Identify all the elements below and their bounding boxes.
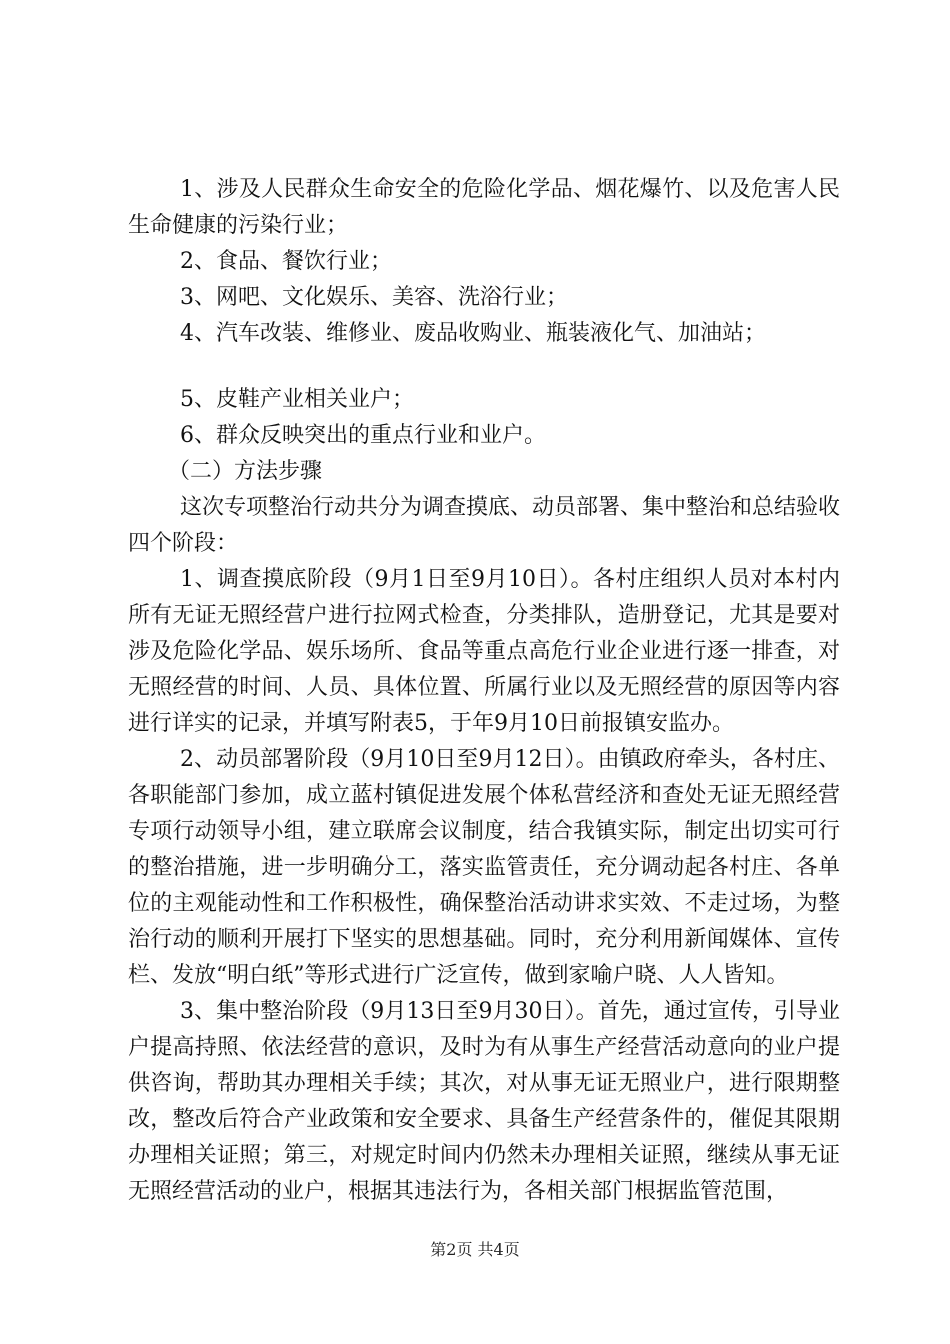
section-heading-methods: （二）方法步骤 xyxy=(168,459,323,484)
list-item-2: 2、食品、餐饮行业； xyxy=(180,249,392,274)
list-item-6: 6、群众反映突出的重点行业和业户。 xyxy=(180,423,546,448)
paragraph-stage-1: 1、调查摸底阶段（9月1日至9月10日）。各村庄组织人员对本村内所有无证无照经营户进行拉网式检查，分类排队，造册登记，尤其是要对涉及危险化学品、娱乐场所、食品等重点高危行业企业进行逐一排查，对无照经营的时间、人员、具体位置、所属行业以及无照经营的原因等内容进行详实的记录，并填写附表5，于年9月10日前报镇安监办。 xyxy=(128,567,840,736)
list-item-5: 5、皮鞋产业相关业户； xyxy=(180,387,414,412)
list-item-1: 1、涉及人民群众生命安全的危险化学品、烟花爆竹、以及危害人民生命健康的污染行业； xyxy=(128,177,840,238)
document-body xyxy=(128,172,840,1210)
list-item-4: 4、汽车改装、维修业、废品收购业、瓶装液化气、加油站； xyxy=(180,321,766,346)
paragraph-stage-3: 3、集中整治阶段（9月13日至9月30日）。首先，通过宣传，引导业户提高持照、依法经营的意识，及时为有从事生产经营活动意向的业户提供咨询，帮助其办理相关手续；其次，对从事无证无照业户，进行限期整改，整改后符合产业政策和安全要求、具备生产经营条件的，催促其限期办理相关证照；第三，对规定时间内仍然未办理相关证照，继续从事无证无照经营活动的业户，根据其违法行为，各相关部门根据监管范围， xyxy=(128,999,840,1204)
paragraph-stage-2: 2、动员部署阶段（9月10日至9月12日）。由镇政府牵头，各村庄、各职能部门参加，成立蓝村镇促进发展个体私营经济和查处无证无照经营专项行动领导小组，建立联席会议制度，结合我镇实际，制定出切实可行的整治措施，进一步明确分工，落实监管责任，充分调动起各村庄、各单位的主观能动性和工作积极性，确保整治活动讲求实效、不走过场，为整治行动的顺利开展打下坚实的思想基础。同时，充分利用新闻媒体、宣传栏、发放“明白纸”等形式进行广泛宣传，做到家喻户晓、人人皆知。 xyxy=(128,747,840,988)
list-item-3: 3、网吧、文化娱乐、美容、洗浴行业； xyxy=(180,285,568,310)
page-footer xyxy=(0,1240,950,1260)
paragraph-overview: 这次专项整治行动共分为调查摸底、动员部署、集中整治和总结验收四个阶段： xyxy=(128,495,841,556)
page-number: 第2页 共4页 xyxy=(430,1240,520,1259)
